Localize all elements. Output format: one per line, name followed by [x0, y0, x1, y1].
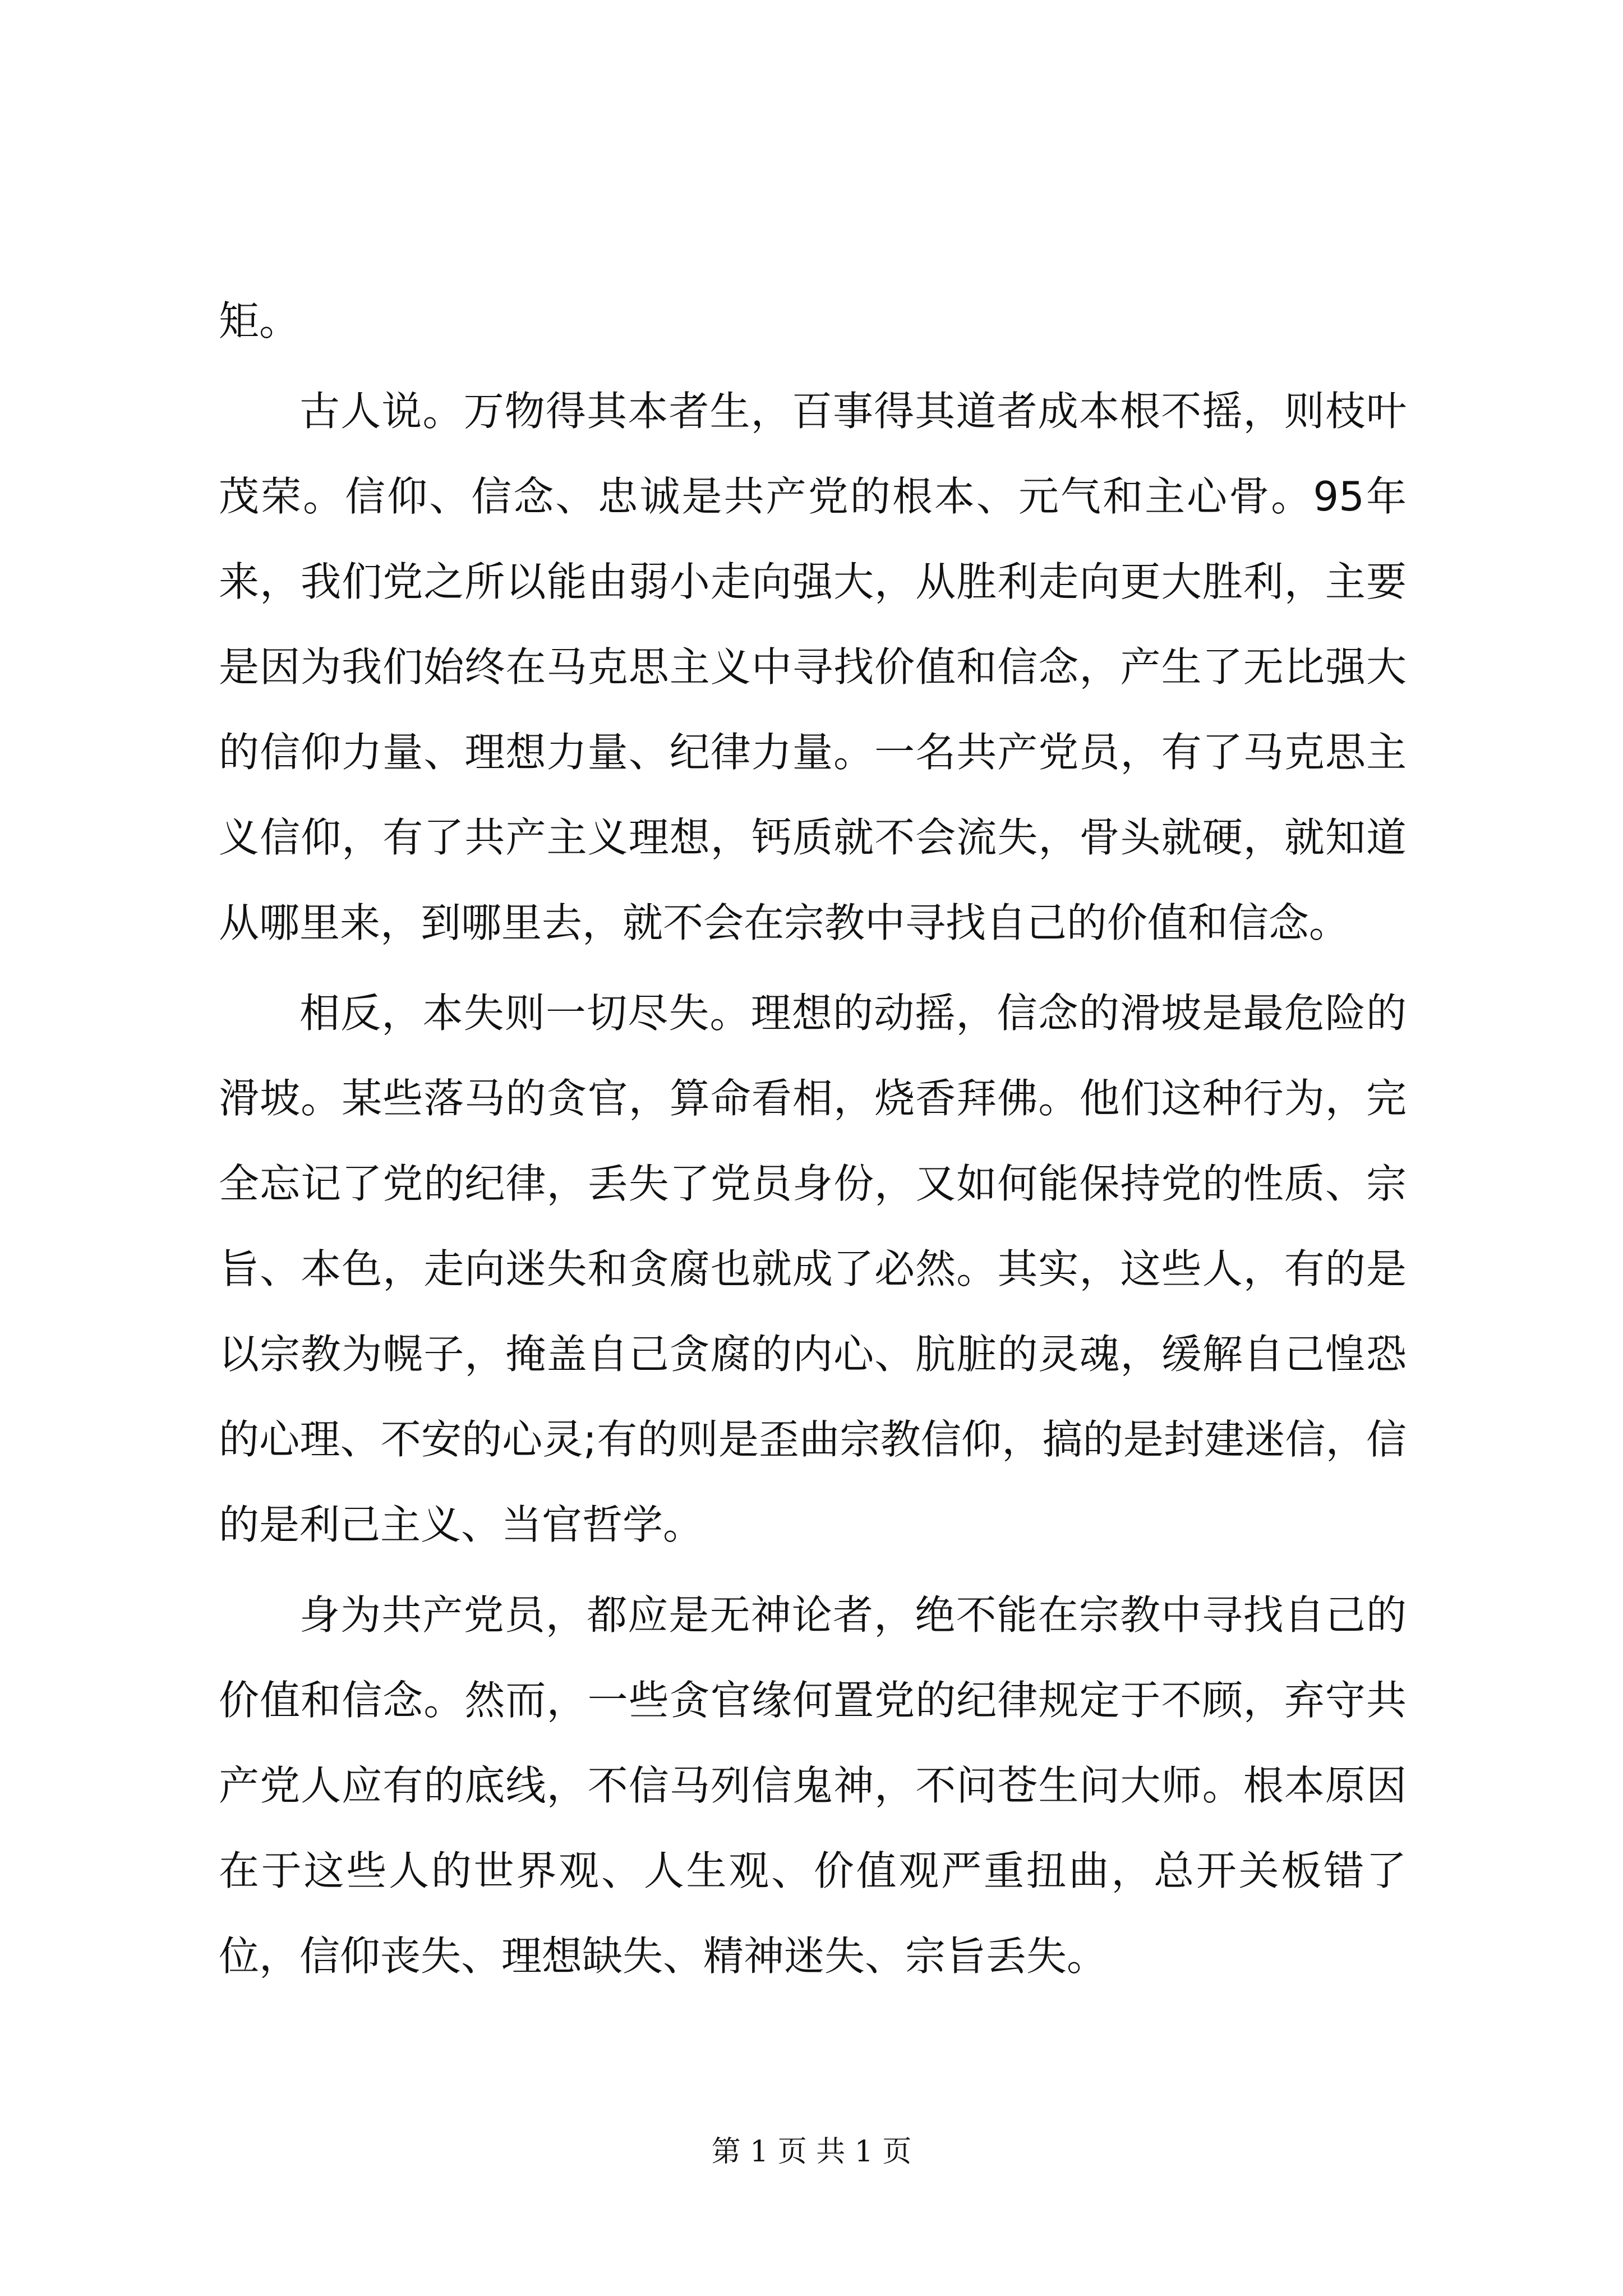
paragraph: 身为共产党员，都应是无神论者，绝不能在宗教中寻找自己的价值和信念。然而，一些贪官缘何置党的纪律规定于不顾，弃守共产党人应有的底线，不信马列信鬼神，不问苍生问大师。根本原因在于这些人的世界观、人生观、价值观严重扭曲，总开关板错了位，信仰丧失、理想缺失、精神迷失、宗旨丢失。	[219, 1591, 1407, 1980]
document-body	[219, 278, 1407, 2004]
paragraph: 古人说。万物得其本者生，百事得其道者成本根不摇，则枝叶茂荣。信仰、信念、忠诚是共产党的根本、元气和主心骨。95年来，我们党之所以能由弱小走向强大，从胜利走向更大胜利，主要是因为我们始终在马克思主义中寻找价值和信念，产生了无比强大的信仰力量、理想力量、纪律力量。一名共产党员，有了马克思主义信仰，有了共产主义理想，钙质就不会流失，骨头就硬，就知道从哪里来，到哪里去，就不会在宗教中寻找自己的价值和信念。	[219, 388, 1407, 946]
page-number-footer: 第 1 页 共 1 页	[711, 2135, 912, 2169]
paragraph: 相反，本失则一切尽失。理想的动摇，信念的滑坡是最危险的滑坡。某些落马的贪官，算命看相，烧香拜佛。他们这种行为，完全忘记了党的纪律，丢失了党员身份，又如何能保持党的性质、宗旨、本色，走向迷失和贪腐也就成了必然。其实，这些人，有的是以宗教为幌子，掩盖自己贪腐的内心、肮脏的灵魂，缓解自己惶恐的心理、不安的心灵;有的则是歪曲宗教信仰，搞的是封建迷信，信的是利己主义、当官哲学。	[219, 990, 1407, 1548]
paragraph-fragment: 矩。	[219, 297, 300, 344]
